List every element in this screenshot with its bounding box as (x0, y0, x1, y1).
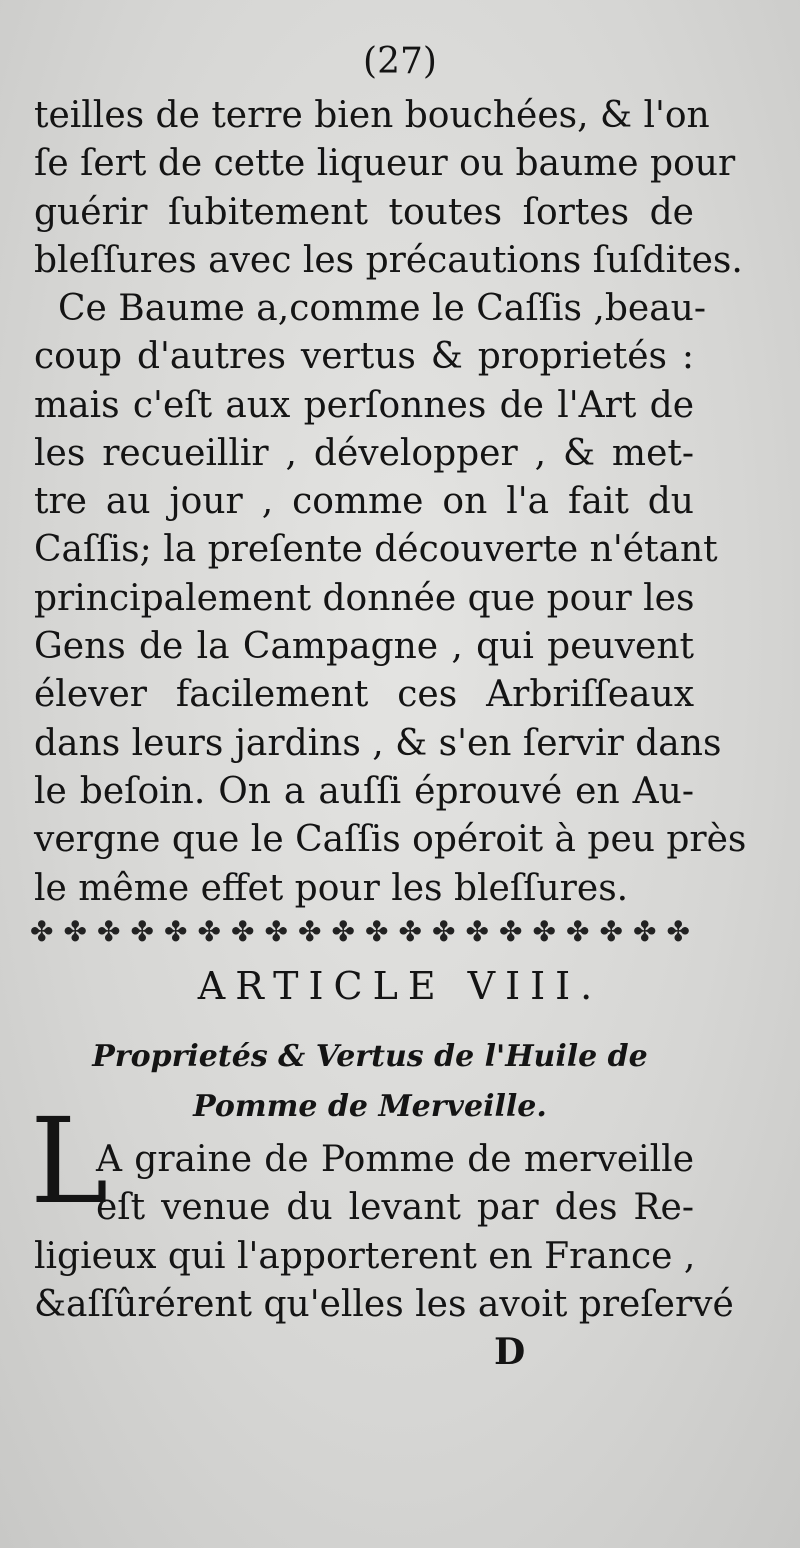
ornament-glyph-icon: ✤ (633, 914, 657, 948)
ornament-glyph-icon: ✤ (398, 914, 422, 948)
ornament-glyph-icon: ✤ (432, 914, 456, 948)
drop-cap: L (30, 1092, 109, 1230)
text-line: ligieux qui l'apporterent en France , (34, 1236, 696, 1277)
page-number: (27) (363, 41, 437, 82)
subtitle-line: Pomme de Merveille. (193, 1089, 547, 1124)
text-line: guérir ſubitement toutes ſortes de (34, 191, 694, 233)
ornament-glyph-icon: ✤ (566, 914, 590, 948)
text-line: &aſſûrérent qu'elles les avoit preſervé (34, 1284, 734, 1326)
paragraph-2 (34, 285, 747, 913)
text-line: le même effet pour les bleſſures. (34, 867, 629, 909)
text-line: eſt venue du levant par des Re- (96, 1187, 694, 1229)
text-line: tre au jour , comme on l'a fait du (34, 481, 694, 523)
text-line: Gens de la Campagne , qui peuvent (34, 626, 694, 668)
ornament-glyph-icon: ✤ (264, 914, 288, 948)
paragraph-1 (34, 92, 743, 285)
signature-mark: D (494, 1331, 526, 1373)
ornament-glyph-icon: ✤ (164, 914, 188, 948)
ornament-glyph-icon: ✤ (365, 914, 389, 948)
text-line: mais c'eſt aux perſonnes de l'Art de (34, 384, 694, 426)
subtitle-line: Proprietés & Vertus de l'Huile de (92, 1039, 648, 1074)
ornament-glyph-icon: ✤ (63, 914, 87, 948)
ornament-glyph-icon: ✤ (298, 914, 322, 948)
ornament-rule (30, 906, 690, 956)
text-line: Caſſis; la preſente découverte n'étant (34, 529, 718, 571)
text-line: principalement donnée que pour les (34, 577, 695, 619)
text-line: le beſoin. On a auſſi éprouvé en Au- (34, 770, 694, 812)
ornament-glyph-icon: ✤ (465, 914, 489, 948)
ornament-glyph-icon: ✤ (97, 914, 121, 948)
text-line: bleſſures avec les précautions ſuſdites. (34, 239, 743, 281)
ornament-glyph-icon: ✤ (30, 914, 54, 948)
ornament-glyph-icon: ✤ (331, 914, 355, 948)
ornament-glyph-icon: ✤ (666, 914, 690, 948)
ornament-glyph-icon: ✤ (197, 914, 221, 948)
ornament-glyph-icon: ✤ (130, 914, 154, 948)
paragraph-3-cap-lines (96, 1136, 694, 1233)
text-line: coup d'autres vertus & proprietés : (34, 336, 694, 378)
text-line: élever facilement ces Arbriſſeaux (34, 674, 694, 716)
text-line: ſe ſert de cette liqueur ou baume pour (34, 143, 736, 185)
text-line: dans leurs jardins , & s'en ſervir dans (34, 722, 722, 764)
ornament-glyph-icon: ✤ (499, 914, 523, 948)
text-line: teilles de terre bien bouchées, & l'on (34, 95, 710, 136)
article-heading: ARTICLE VIII. (197, 964, 603, 1008)
text-line: A graine de Pomme de merveille (96, 1139, 694, 1180)
ornament-glyph-icon: ✤ (599, 914, 623, 948)
text-line: Ce Baume a,comme le Caſſis ,beau- (58, 288, 706, 329)
ornament-glyph-icon: ✤ (532, 914, 556, 948)
paragraph-3 (34, 1233, 734, 1330)
text-line: les recueillir , développer , & met- (34, 432, 694, 474)
text-line: vergne que le Caſſis opéroit à peu près (34, 819, 747, 861)
article-subtitle (30, 1032, 710, 1132)
ornament-glyph-icon: ✤ (231, 914, 255, 948)
